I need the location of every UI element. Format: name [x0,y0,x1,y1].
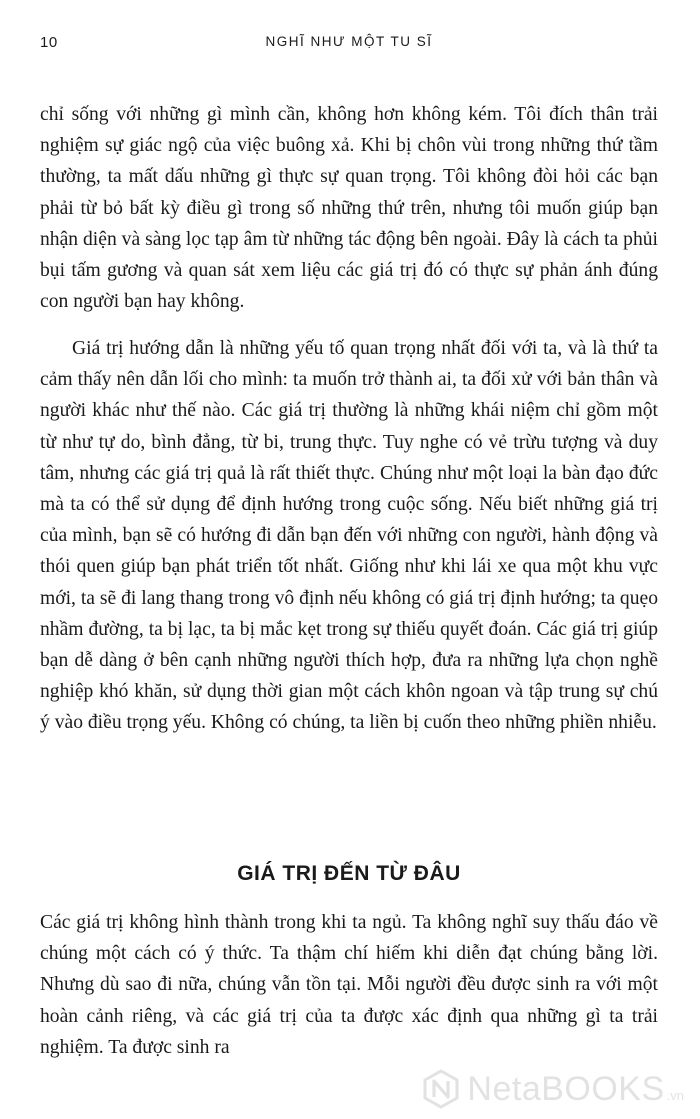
publisher-watermark [421,1067,684,1111]
paragraph-values-origin [40,907,658,1063]
paragraph-text: Các giá trị không hình thành trong khi ta ngủ. Ta không nghĩ suy thấu đáo về chúng một cách có ý thức. Ta thậm chí hiếm khi diễn đạt chúng bằng lời. Nhưng dù sao đi nữa, chúng vẫn tồn tại. Mỗi người đều được sinh ra với một hoàn cảnh riêng, và các giá trị của ta được xác định qua những gì ta trải nghiệm. Ta được sinh ra [40,912,658,1058]
page-header [40,30,658,54]
page-number: 10 [40,34,58,51]
paragraph-text: chỉ sống với những gì mình cần, không hơn không kém. Tôi đích thân trải nghiệm sự giác ngộ của việc buông xả. Khi bị chôn vùi trong những thứ tầm thường, ta mất dấu những gì thực sự quan trọng. Tôi không đòi hỏi các bạn phải từ bỏ bất kỳ điều gì trong số những thứ trên, nhưng tôi muốn giúp bạn nhận diện và sàng lọc tạp âm từ những tác động bên ngoài. Đây là cách ta phủi bụi tấm gương và quan sát xem liệu các giá trị đó có thực sự phản ánh đúng con người bạn hay không. [40,104,658,313]
paragraph-continuation [40,99,658,317]
netabooks-logo-icon [421,1069,461,1109]
watermark-brand: NetaBOOKS [467,1069,665,1108]
paragraph-text: Giá trị hướng dẫn là những yếu tố quan trọng nhất đối với ta, và là thứ ta cảm thấy nên dẫn lối cho mình: ta muốn trở thành ai, ta đối xử với bản thân và người khác như thế nào. Các giá trị thường là những khái niệm chỉ gồm một từ như tự do, bình đẳng, từ bi, trung thực. Tuy nghe có vẻ trừu tượng và duy tâm, nhưng các giá trị quả là rất thiết thực. Chúng như một loại la bàn đạo đức mà ta có thể sử dụng để định hướng trong cuộc sống. Nếu biết những giá trị của mình, bạn sẽ có hướng đi dẫn bạn đến với những con người, hành động và thói quen giúp bạn phát triển tốt nhất. Giống như khi lái xe qua một khu vực mới, ta sẽ đi lang thang trong vô định nếu không có giá trị định hướng; ta quẹo nhầm đường, ta bị lạc, ta bị mắc kẹt trong sự thiếu quyết đoán. Các giá trị giúp bạn dễ dàng ở bên cạnh những người thích hợp, đưa ra những lựa chọn nghề nghiệp khó khăn, sử dụng thời gian một cách khôn ngoan và tập trung sự chú ý vào điều trọng yếu. Không có chúng, ta liền bị cuốn theo những phiền nhiễu. [40,338,658,734]
paragraph-guiding-values [40,333,658,739]
watermark-suffix: .vn [666,1088,684,1103]
running-title: NGHĨ NHƯ MỘT TU SĨ [265,34,433,49]
section-heading: GIÁ TRỊ ĐẾN TỪ ĐÂU [237,862,461,885]
